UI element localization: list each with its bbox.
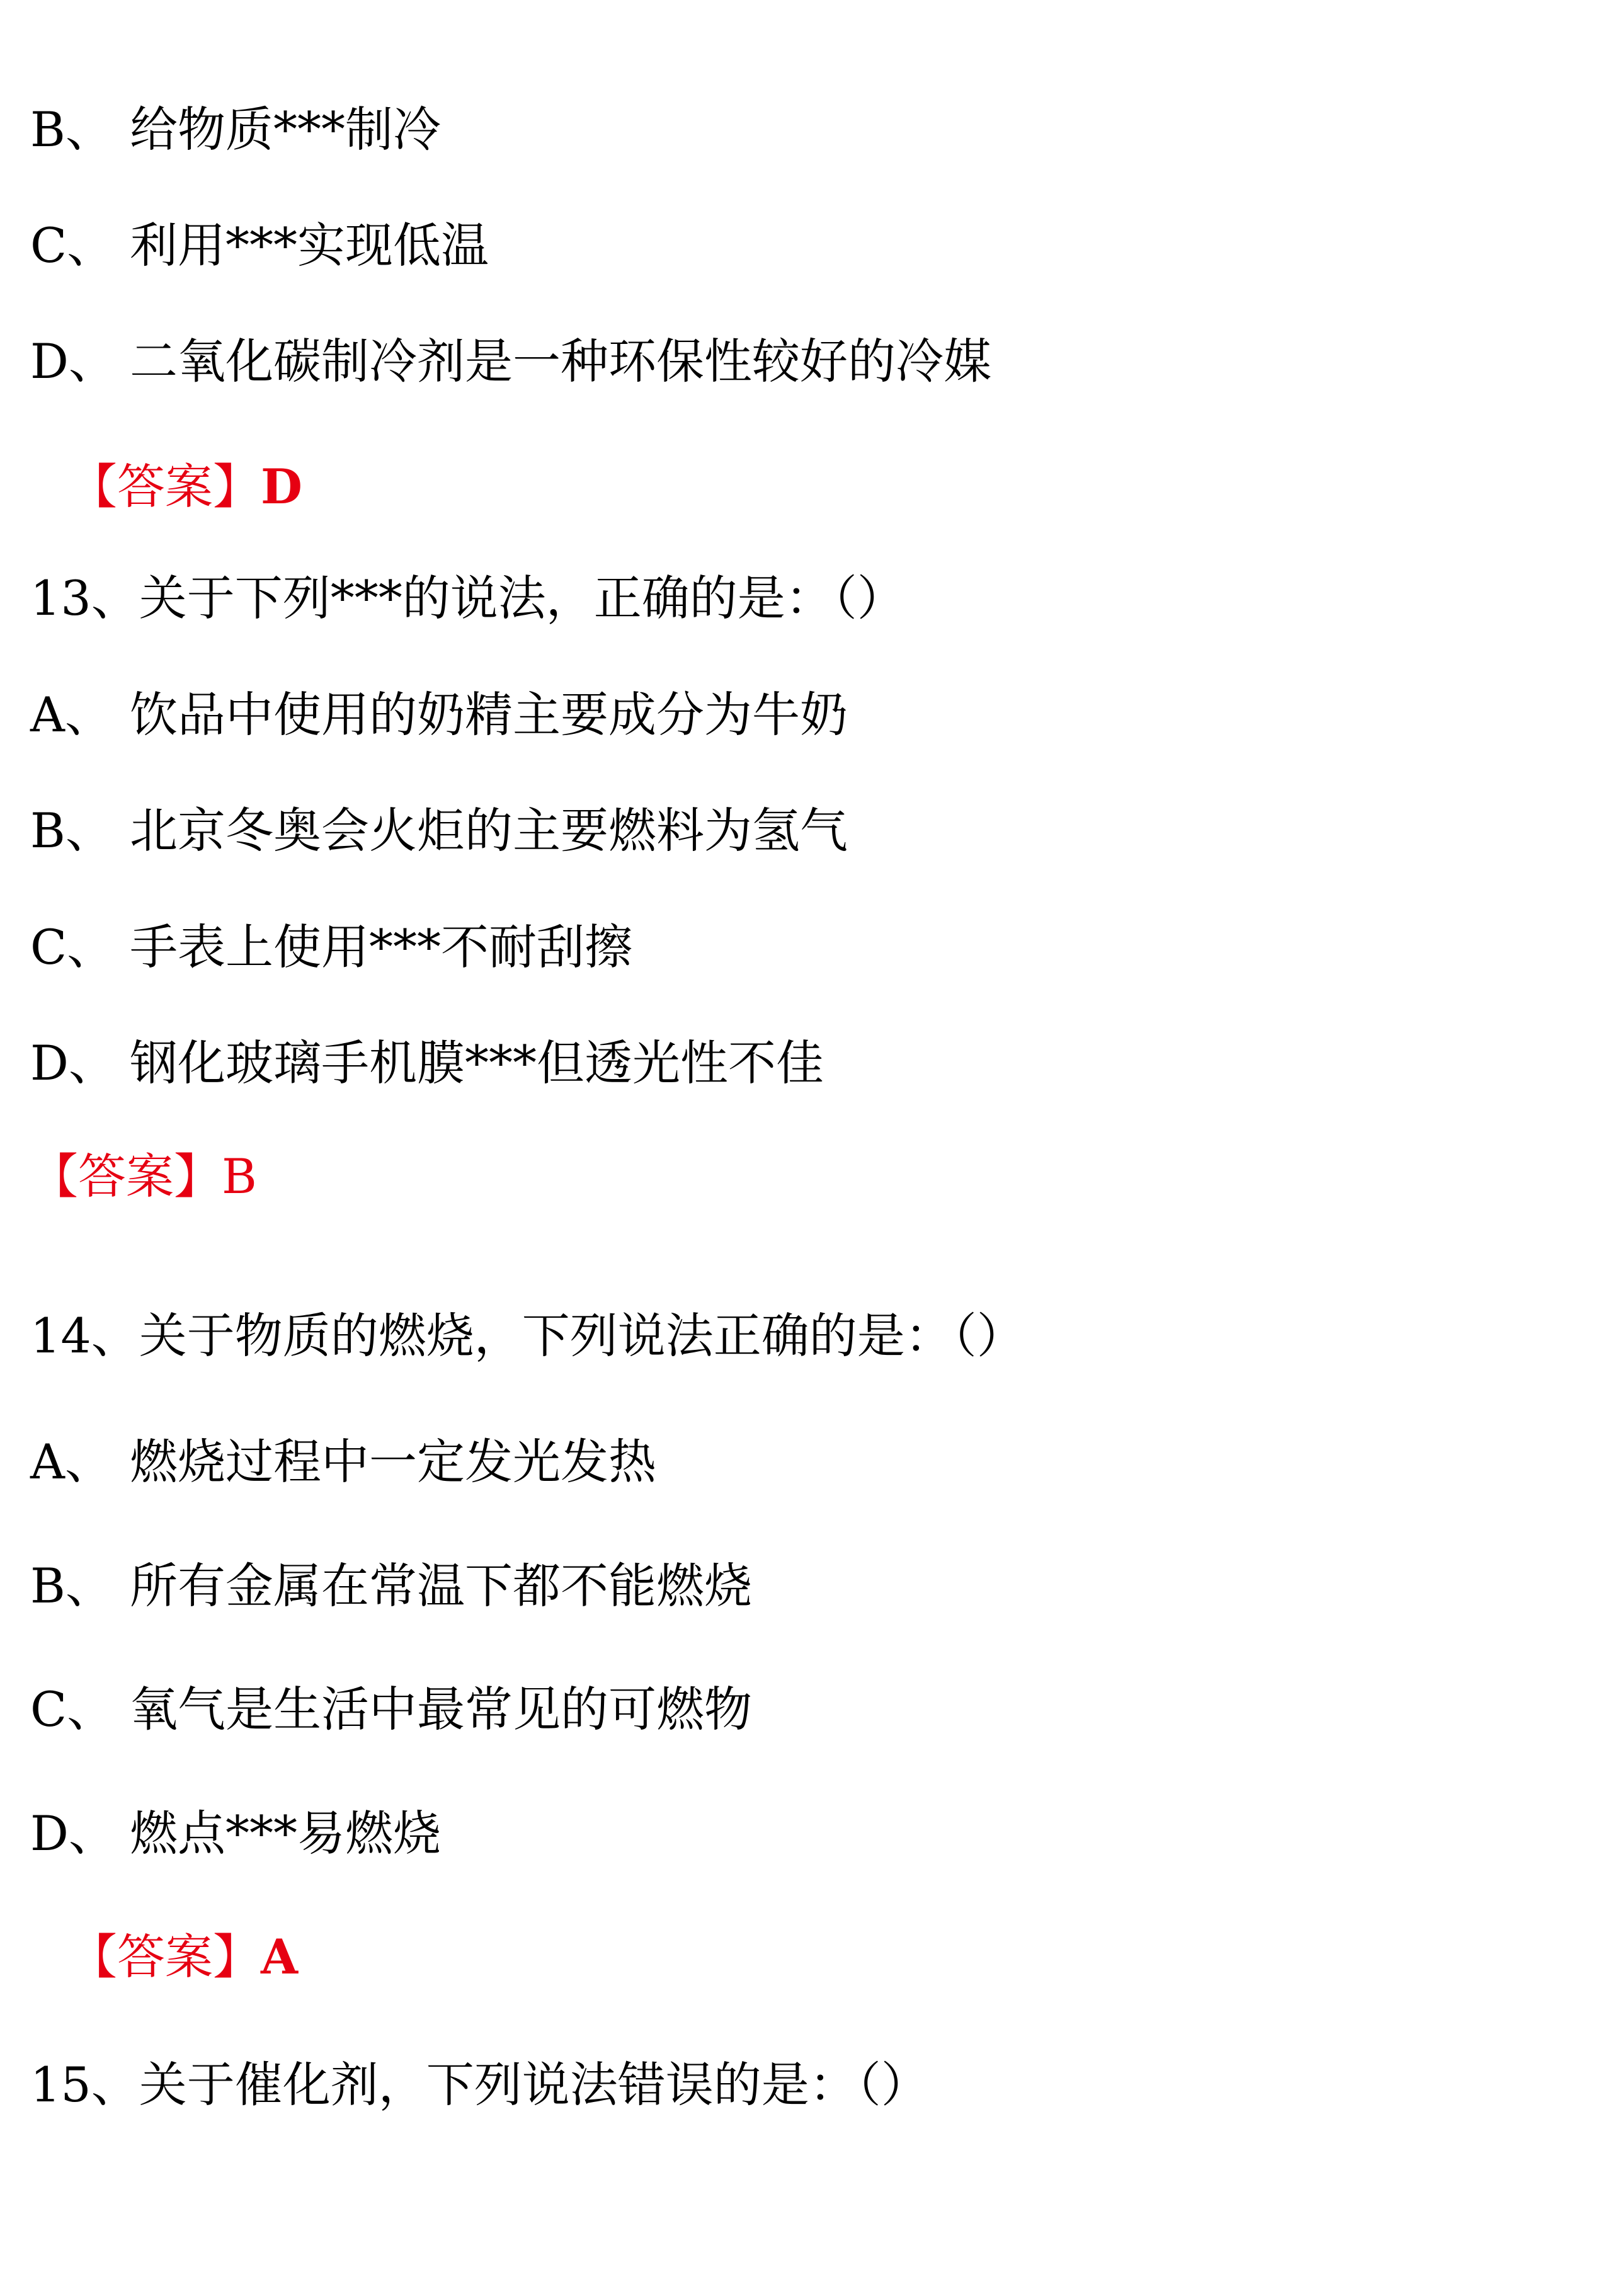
option-q13-a bbox=[30, 687, 848, 743]
option-text: 手表上使用***不耐刮擦 bbox=[130, 919, 632, 975]
option-text: 钢化玻璃手机膜***但透光性不佳 bbox=[130, 1035, 824, 1091]
option-text: 北京冬奥会火炬的主要燃料为氢气 bbox=[130, 802, 848, 859]
option-letter: A、 bbox=[30, 687, 113, 743]
question-14-stem: 14、关于物质的燃烧，下列说法正确的是：（） bbox=[30, 1308, 1025, 1364]
option-text: 二氧化碳制冷剂是一种环保性较好的冷媒 bbox=[130, 333, 991, 389]
option-letter: B、 bbox=[30, 1558, 113, 1614]
answer-value: D bbox=[261, 459, 302, 515]
option-q14-d bbox=[30, 1805, 441, 1861]
option-letter: A、 bbox=[30, 1434, 113, 1490]
option-text: 燃点***易燃烧 bbox=[130, 1805, 441, 1861]
option-text: 利用***实现低温 bbox=[130, 217, 489, 273]
answer-q12 bbox=[69, 459, 302, 515]
option-text: 所有金属在常温下都不能燃烧 bbox=[130, 1558, 752, 1614]
option-letter: D、 bbox=[30, 1035, 117, 1091]
answer-label: 【答案】 bbox=[69, 459, 261, 515]
option-q12-b bbox=[30, 101, 441, 157]
answer-value: B bbox=[222, 1148, 257, 1204]
option-q14-b bbox=[30, 1558, 752, 1614]
option-text: 饮品中使用的奶精主要成分为牛奶 bbox=[130, 687, 848, 743]
option-q12-d bbox=[30, 333, 991, 389]
answer-q13 bbox=[30, 1148, 257, 1204]
option-q13-b bbox=[30, 802, 848, 859]
option-q14-a bbox=[30, 1434, 656, 1490]
question-13-stem: 13、关于下列***的说法，正确的是：（） bbox=[30, 570, 905, 626]
option-letter: C、 bbox=[30, 217, 115, 273]
option-text: 氧气是生活中最常见的可燃物 bbox=[130, 1681, 752, 1737]
option-q14-c bbox=[30, 1681, 752, 1737]
option-text: 燃烧过程中一定发光发热 bbox=[130, 1434, 656, 1490]
question-15-stem: 15、关于催化剂，下列说法错误的是：（） bbox=[30, 2057, 929, 2113]
option-text: 给物质***制冷 bbox=[130, 101, 441, 157]
option-letter: B、 bbox=[30, 802, 113, 859]
option-letter: D、 bbox=[30, 333, 117, 389]
option-q13-d bbox=[30, 1035, 824, 1091]
option-letter: D、 bbox=[30, 1805, 117, 1861]
answer-q14 bbox=[69, 1929, 298, 1985]
answer-value: A bbox=[261, 1929, 298, 1985]
option-q12-c bbox=[30, 217, 489, 273]
answer-label: 【答案】 bbox=[30, 1148, 222, 1204]
answer-label: 【答案】 bbox=[69, 1929, 261, 1985]
option-letter: B、 bbox=[30, 101, 113, 157]
option-letter: C、 bbox=[30, 1681, 115, 1737]
option-letter: C、 bbox=[30, 919, 115, 975]
option-q13-c bbox=[30, 919, 632, 975]
